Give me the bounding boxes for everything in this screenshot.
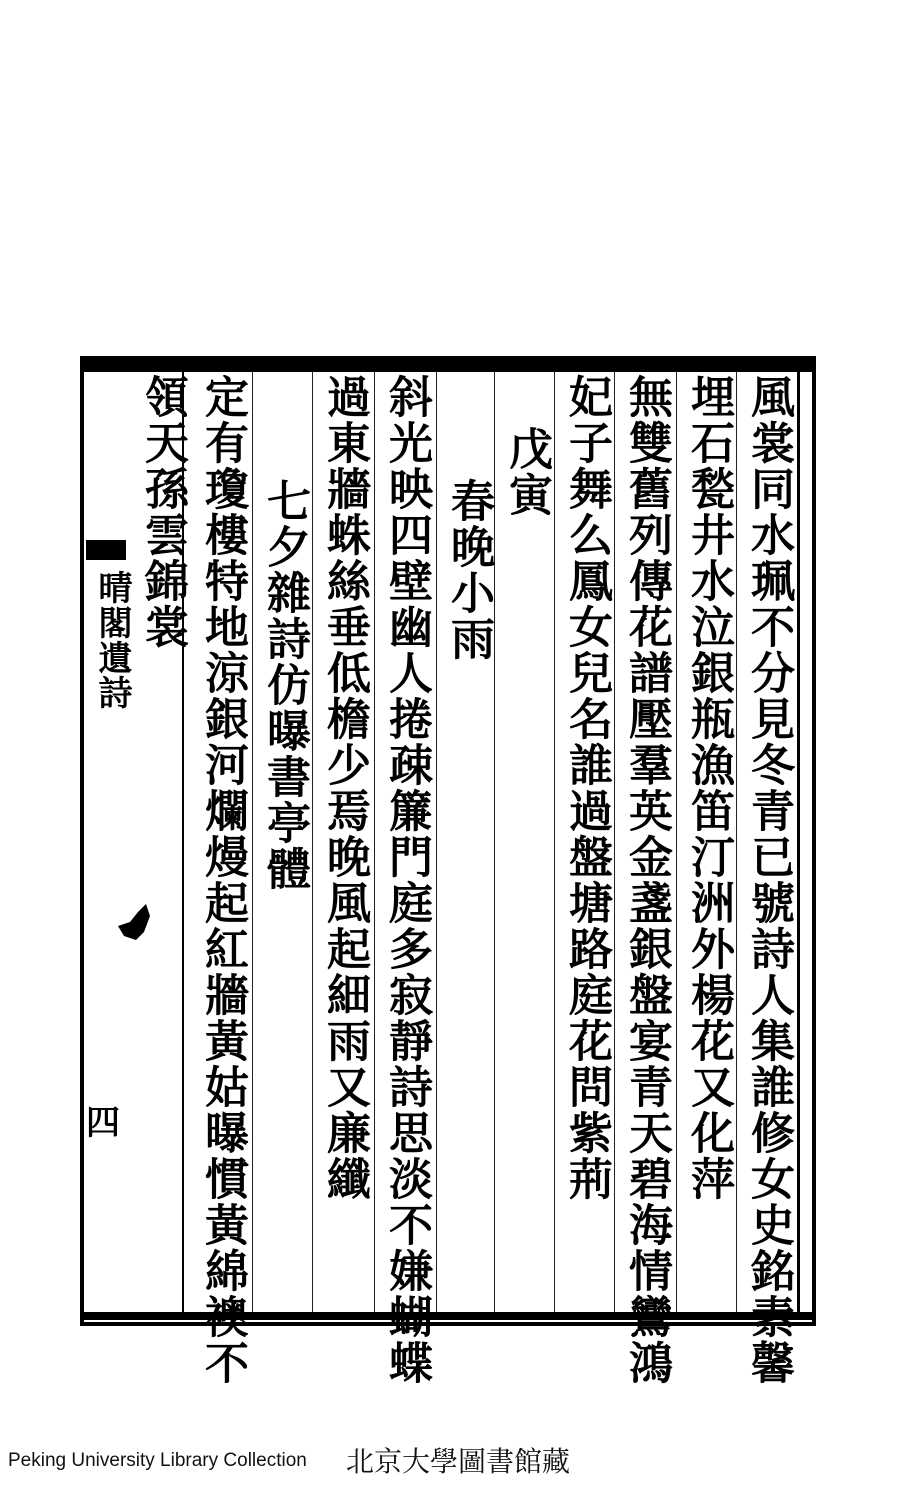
bottom-border-rule (84, 1312, 812, 1320)
footer-collection-cn: 北京大學圖書館藏 (346, 1445, 571, 1478)
text-column-8: 過東牆蛛絲垂低檐少焉晚風起細雨又廉纖 (319, 374, 370, 1202)
text-column-1: 風裳同水珮不分見冬青已號詩人集誰修女史銘素馨 (743, 374, 794, 1386)
column-divider (374, 372, 375, 1312)
text-column-3: 無雙舊列傳花譜壓羣英金盞銀盤宴青天碧海情鸞鴻 (621, 374, 672, 1386)
inner-right-rule (797, 372, 800, 1312)
footer-collection-en: Peking University Library Collection (8, 1450, 307, 1471)
poem-title-spring-rain: 春晚小雨 (443, 478, 494, 662)
column-divider (676, 372, 677, 1312)
column-divider (252, 372, 253, 1312)
column-divider (436, 372, 437, 1312)
margin-fishtail-mark (86, 540, 126, 560)
column-divider (312, 372, 313, 1312)
text-column-11: 領天孫雲錦裳 (137, 374, 188, 650)
year-heading: 戊寅 (501, 426, 552, 518)
column-divider (494, 372, 495, 1312)
margin-book-title: 晴閣遺詩 (92, 570, 132, 710)
poem-title-qixi: 七夕雜詩仿曝書亭體 (259, 478, 310, 892)
text-column-2: 埋石甃井水泣銀瓶漁笛汀洲外楊花又化萍 (683, 374, 734, 1202)
text-column-4: 妃子舞么鳳女兒名誰過盤塘路庭花問紫荊 (561, 374, 612, 1202)
ink-blot-icon (116, 902, 152, 942)
column-divider (736, 372, 737, 1312)
column-divider (554, 372, 555, 1312)
top-border-rule (84, 360, 812, 372)
page-number: 四 (86, 1103, 120, 1143)
text-column-10: 定有瓊樓特地涼銀河爛熳起紅牆黃姑曝慣黃綿襖不 (197, 374, 248, 1386)
text-column-7: 斜光映四壁幽人捲疎簾門庭多寂靜詩思淡不嫌蝴蝶 (381, 374, 432, 1386)
column-divider (614, 372, 615, 1312)
